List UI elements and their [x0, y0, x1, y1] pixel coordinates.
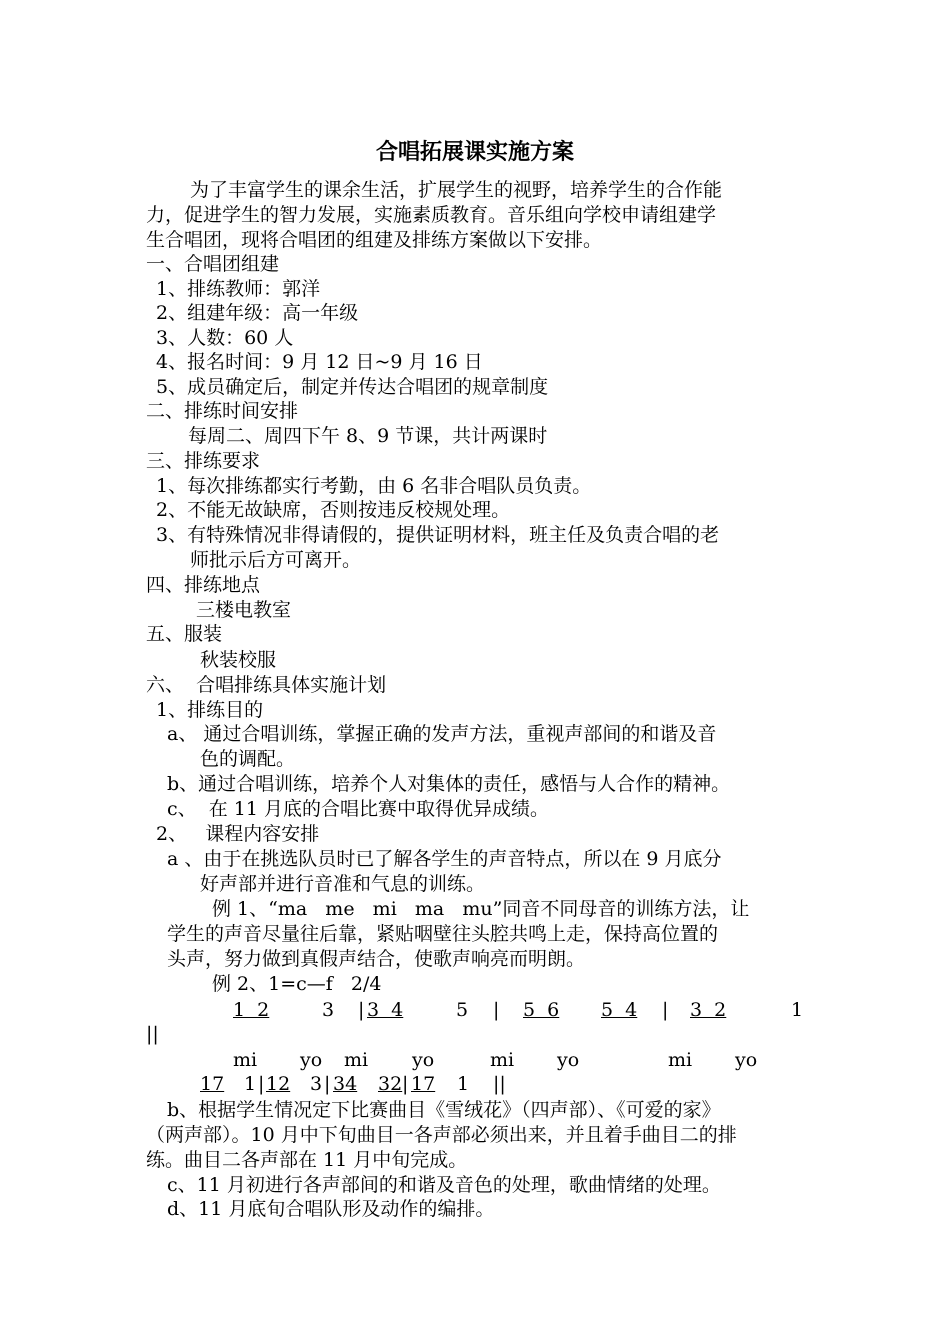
- notation-note: 3: [310, 1073, 323, 1095]
- list-item: a、 通过合唱训练，掌握正确的发声方法，重视声部间的和谐及音: [167, 723, 717, 745]
- paragraph-line: 每周二、周四下午 8、9 节课，共计两课时: [188, 425, 548, 447]
- notation-barline: |: [324, 1073, 331, 1095]
- example-line: 例 1、“ma me mi ma mu”同音不同母音的训练方法，让: [212, 898, 750, 920]
- notation-lyric: yo: [300, 1049, 323, 1071]
- notation-barline: |: [662, 999, 669, 1021]
- paragraph-line: 生合唱团，现将合唱团的组建及排练方案做以下安排。: [146, 229, 603, 251]
- list-item: 3、人数：60 人: [156, 327, 294, 349]
- notation-lyric: yo: [557, 1049, 580, 1071]
- notation-lyric: mi: [344, 1049, 369, 1071]
- notation-lyric: yo: [412, 1049, 435, 1071]
- list-item-continued: （两声部）。10 月中下旬曲目一各声部必须出来，并且着手曲目二的排: [146, 1124, 737, 1146]
- notation-note: 1: [244, 1073, 257, 1095]
- notation-lyric: mi: [233, 1049, 258, 1071]
- notation-barline: |: [258, 1073, 265, 1095]
- notation-note: 5: [456, 999, 469, 1021]
- notation-note: 17: [200, 1073, 225, 1095]
- list-item-continued: 色的调配。: [200, 748, 296, 770]
- notation-note: 3: [322, 999, 335, 1021]
- list-item: 1、排练教师：郭洋: [156, 278, 321, 300]
- list-item: b、根据学生情况定下比赛曲目《雪绒花》（四声部）、《可爱的家》: [167, 1099, 721, 1121]
- list-item: d、11 月底旬合唱队形及动作的编排。: [167, 1198, 495, 1220]
- example-line: 例 2、1=c—f 2/4: [212, 973, 382, 995]
- notation-note: 34: [333, 1073, 358, 1095]
- paragraph-line: 力，促进学生的智力发展，实施素质教育。音乐组向学校申请组建学: [146, 204, 717, 226]
- list-item-continued: 好声部并进行音准和气息的训练。: [200, 873, 486, 895]
- list-item: 2、组建年级：高一年级: [156, 302, 359, 324]
- list-item: a 、由于在挑选队员时已了解各学生的声音特点，所以在 9 月底分: [167, 848, 722, 870]
- paragraph-line: 为了丰富学生的课余生活，扩展学生的视野，培养学生的合作能: [190, 179, 723, 201]
- notation-double-barline: ||: [146, 1023, 159, 1045]
- list-item: 2、 课程内容安排: [156, 823, 320, 845]
- section-heading: 一、合唱团组建: [146, 253, 280, 275]
- notation-note: 17: [411, 1073, 436, 1095]
- list-item: c、11 月初进行各声部间的和谐及音色的处理，歌曲情绪的处理。: [167, 1174, 721, 1196]
- list-item: b、通过合唱训练，培养个人对集体的责任，感悟与人合作的精神。: [167, 773, 731, 795]
- notation-note: 1 2: [233, 999, 270, 1021]
- notation-note: 3 2: [690, 999, 727, 1021]
- list-item-continued: 练。曲目二各声部在 11 月中旬完成。: [146, 1149, 468, 1171]
- notation-lyric: yo: [735, 1049, 758, 1071]
- section-heading: 四、排练地点: [146, 574, 261, 596]
- section-heading: 五、服装: [146, 623, 223, 645]
- paragraph-line: 秋装校服: [200, 649, 277, 671]
- notation-barline: |: [493, 999, 500, 1021]
- list-item: 1、每次排练都实行考勤，由 6 名非合唱队员负责。: [156, 475, 592, 497]
- paragraph-line: 三楼电教室: [196, 599, 292, 621]
- list-item: 3、有特殊情况非得请假的，提供证明材料，班主任及负责合唱的老: [156, 524, 720, 546]
- section-heading: 六、 合唱排练具体实施计划: [146, 674, 387, 696]
- notation-note: 1: [457, 1073, 470, 1095]
- notation-double-barline: ||: [493, 1073, 506, 1095]
- notation-lyric: mi: [490, 1049, 515, 1071]
- section-heading: 二、排练时间安排: [146, 400, 299, 422]
- notation-note: 5 6: [523, 999, 560, 1021]
- list-item: 2、不能无故缺席，否则按违反校规处理。: [156, 499, 511, 521]
- notation-note: 12: [266, 1073, 291, 1095]
- list-item: 1、排练目的: [156, 699, 264, 721]
- list-item: 4、报名时间：9 月 12 日~9 月 16 日: [156, 351, 483, 373]
- notation-barline: |: [358, 999, 365, 1021]
- notation-note: 5 4: [601, 999, 638, 1021]
- notation-lyric: mi: [668, 1049, 693, 1071]
- notation-note: 32: [378, 1073, 403, 1095]
- notation-barline: |: [402, 1073, 409, 1095]
- notation-note: 1: [791, 999, 804, 1021]
- example-line: 学生的声音尽量往后靠，紧贴咽壁往头腔共鸣上走，保持高位置的: [167, 923, 719, 945]
- list-item: 5、成员确定后，制定并传达合唱团的规章制度: [156, 376, 549, 398]
- list-item: c、 在 11 月底的合唱比赛中取得优异成绩。: [167, 798, 549, 820]
- list-item-continued: 师批示后方可离开。: [190, 549, 362, 571]
- document-title: 合唱拓展课实施方案: [375, 140, 574, 165]
- section-heading: 三、排练要求: [146, 450, 261, 472]
- notation-note: 3 4: [367, 999, 404, 1021]
- example-line: 头声，努力做到真假声结合，使歌声响亮而明朗。: [167, 948, 586, 970]
